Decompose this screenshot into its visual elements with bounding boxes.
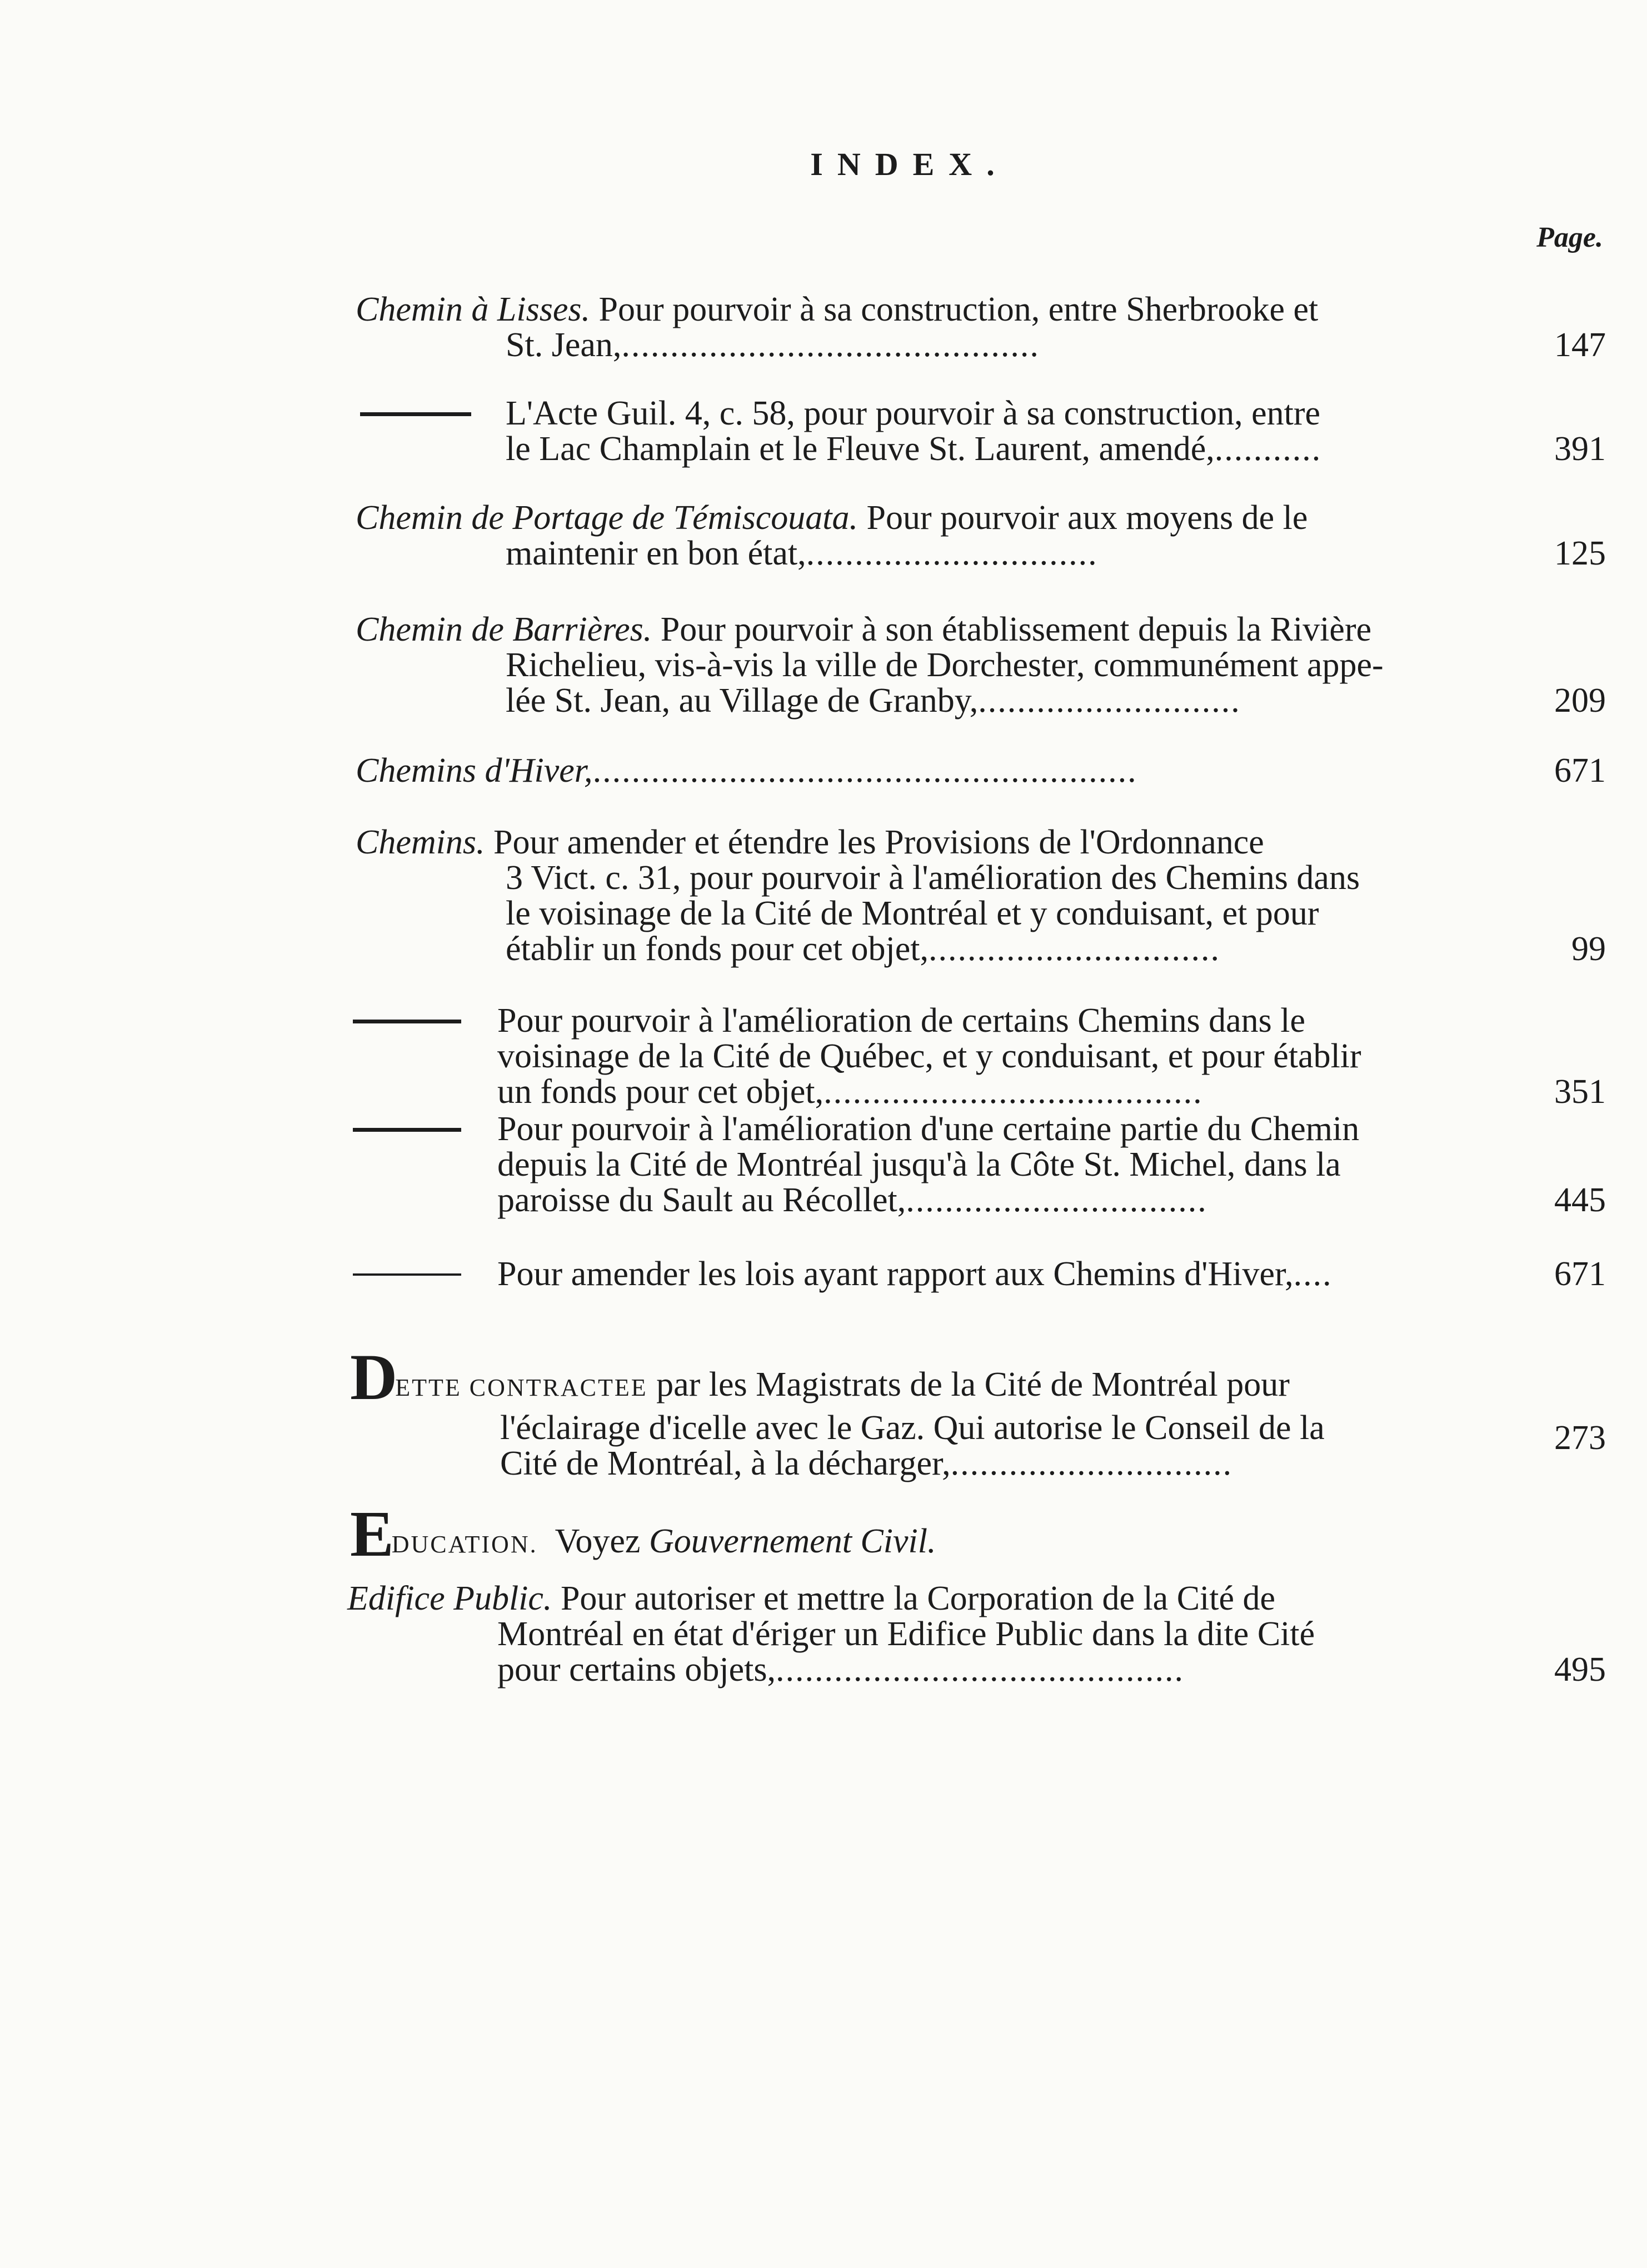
index-entry	[356, 612, 1467, 718]
entry-text: Pour amender et étendre les Provisions de l'Ordonnance	[493, 823, 1264, 861]
index-entry	[350, 1497, 1461, 1570]
entry-heading: Chemin de Barrières.	[356, 611, 652, 648]
index-entry	[347, 1111, 1459, 1218]
index-entry	[356, 825, 1467, 967]
index-entry	[356, 500, 1467, 571]
page-number: 147	[1554, 326, 1606, 364]
entry-text: Voyez	[555, 1522, 641, 1560]
page-number: 125	[1554, 534, 1606, 572]
entry-text: un fonds pour cet objet,	[497, 1073, 824, 1111]
entry-text: le Lac Champlain et le Fleuve St. Laurent, amendé,	[506, 430, 1215, 468]
page-number: 495	[1554, 1651, 1606, 1688]
entry-heading: ETTE CONTRACTEE	[395, 1374, 648, 1401]
page-number: 671	[1554, 752, 1606, 790]
index-entry	[347, 1003, 1459, 1110]
leader-dots: ..............................	[929, 930, 1221, 968]
leader-dots: ...........	[1214, 430, 1322, 468]
leader-dots: ...........................................	[621, 326, 1040, 364]
entry-text: St. Jean,	[506, 326, 622, 364]
entry-text: Richelieu, vis-à-vis la ville de Dorchester, communément appe-	[506, 646, 1384, 684]
index-entry	[356, 292, 1467, 363]
index-entry	[356, 396, 1467, 467]
entry-heading: Chemin de Portage de Témiscouata.	[356, 499, 859, 537]
page-number: 99	[1571, 930, 1606, 968]
leader-dots: ...............................	[906, 1181, 1207, 1219]
index-entry	[347, 1256, 1459, 1292]
drop-cap: D	[350, 1341, 396, 1413]
leader-dots: ........................................................	[592, 752, 1137, 790]
leader-dots: .......................................	[824, 1073, 1203, 1111]
entry-text: voisinage de la Cité de Québec, et y conduisant, et pour établir	[497, 1037, 1361, 1075]
entry-text: Pour pourvoir à l'amélioration de certains Chemins dans le	[497, 1002, 1306, 1040]
entry-text: 3 Vict. c. 31, pour pourvoir à l'amélioration des Chemins dans	[506, 859, 1360, 897]
entry-text: par les Magistrats de la Cité de Montréal pour	[656, 1366, 1290, 1403]
leader-dots: ..........................................	[776, 1651, 1185, 1688]
entry-text: maintenir en bon état,	[506, 534, 806, 572]
entry-heading: Chemin à Lisses.	[356, 291, 590, 328]
entry-text: Pour pourvoir à sa construction, entre Sherbrooke et	[598, 291, 1319, 328]
entry-text: Pour pourvoir à l'amélioration d'une certaine partie du Chemin	[497, 1110, 1360, 1148]
entry-text: le voisinage de la Cité de Montréal et y conduisant, et pour	[506, 895, 1319, 932]
entry-text: paroisse du Sault au Récollet,	[497, 1181, 906, 1219]
page-number: 671	[1554, 1255, 1606, 1293]
entry-text: Pour pourvoir aux moyens de le	[866, 499, 1308, 537]
entry-text: Pour autoriser et mettre la Corporation de la Cité de	[560, 1580, 1276, 1617]
entry-text: depuis la Cité de Montréal jusqu'à la Côte St. Michel, dans la	[497, 1146, 1341, 1183]
page-number: 351	[1554, 1073, 1606, 1111]
drop-cap: E	[350, 1497, 392, 1570]
entry-heading: DUCATION.	[391, 1531, 538, 1558]
entry-text: Cité de Montréal, à la décharger,	[500, 1445, 951, 1482]
entry-text: Montréal en état d'ériger un Edifice Public dans la dite Cité	[497, 1615, 1315, 1653]
entry-heading: Chemins d'Hiver,	[356, 752, 593, 790]
entry-text: pour certains objets,	[497, 1651, 776, 1688]
page-number: 273	[1554, 1419, 1606, 1457]
entry-text: l'éclairage d'icelle avec le Gaz. Qui autorise le Conseil de la	[500, 1409, 1325, 1447]
leader-dots: ..............................	[806, 534, 1098, 572]
page-number: 209	[1554, 682, 1606, 720]
leader-dots: ...........................	[978, 682, 1241, 720]
index-entry	[350, 1341, 1461, 1482]
entry-text: Pour amender les lois ayant rapport aux Chemins d'Hiver,	[497, 1255, 1294, 1293]
index-entry	[356, 753, 1467, 788]
index-entry	[347, 1581, 1459, 1687]
page-title: INDEX.	[810, 146, 1009, 182]
entry-heading: Edifice Public.	[347, 1580, 552, 1617]
page-column-label: Page.	[1536, 222, 1603, 253]
leader-dots: ....	[1293, 1255, 1332, 1293]
cross-reference: Gouvernement Civil.	[648, 1522, 936, 1560]
entry-text: lée St. Jean, au Village de Granby,	[506, 682, 979, 720]
entry-text: établir un fonds pour cet objet,	[506, 930, 929, 968]
page-number: 391	[1554, 430, 1606, 468]
entry-heading: Chemins.	[356, 823, 485, 861]
leader-dots: .............................	[950, 1445, 1233, 1482]
entry-text: Pour pourvoir à son établissement depuis la Rivière	[660, 611, 1372, 648]
entry-text: L'Acte Guil. 4, c. 58, pour pourvoir à sa construction, entre	[506, 394, 1321, 432]
page-number: 445	[1554, 1181, 1606, 1219]
